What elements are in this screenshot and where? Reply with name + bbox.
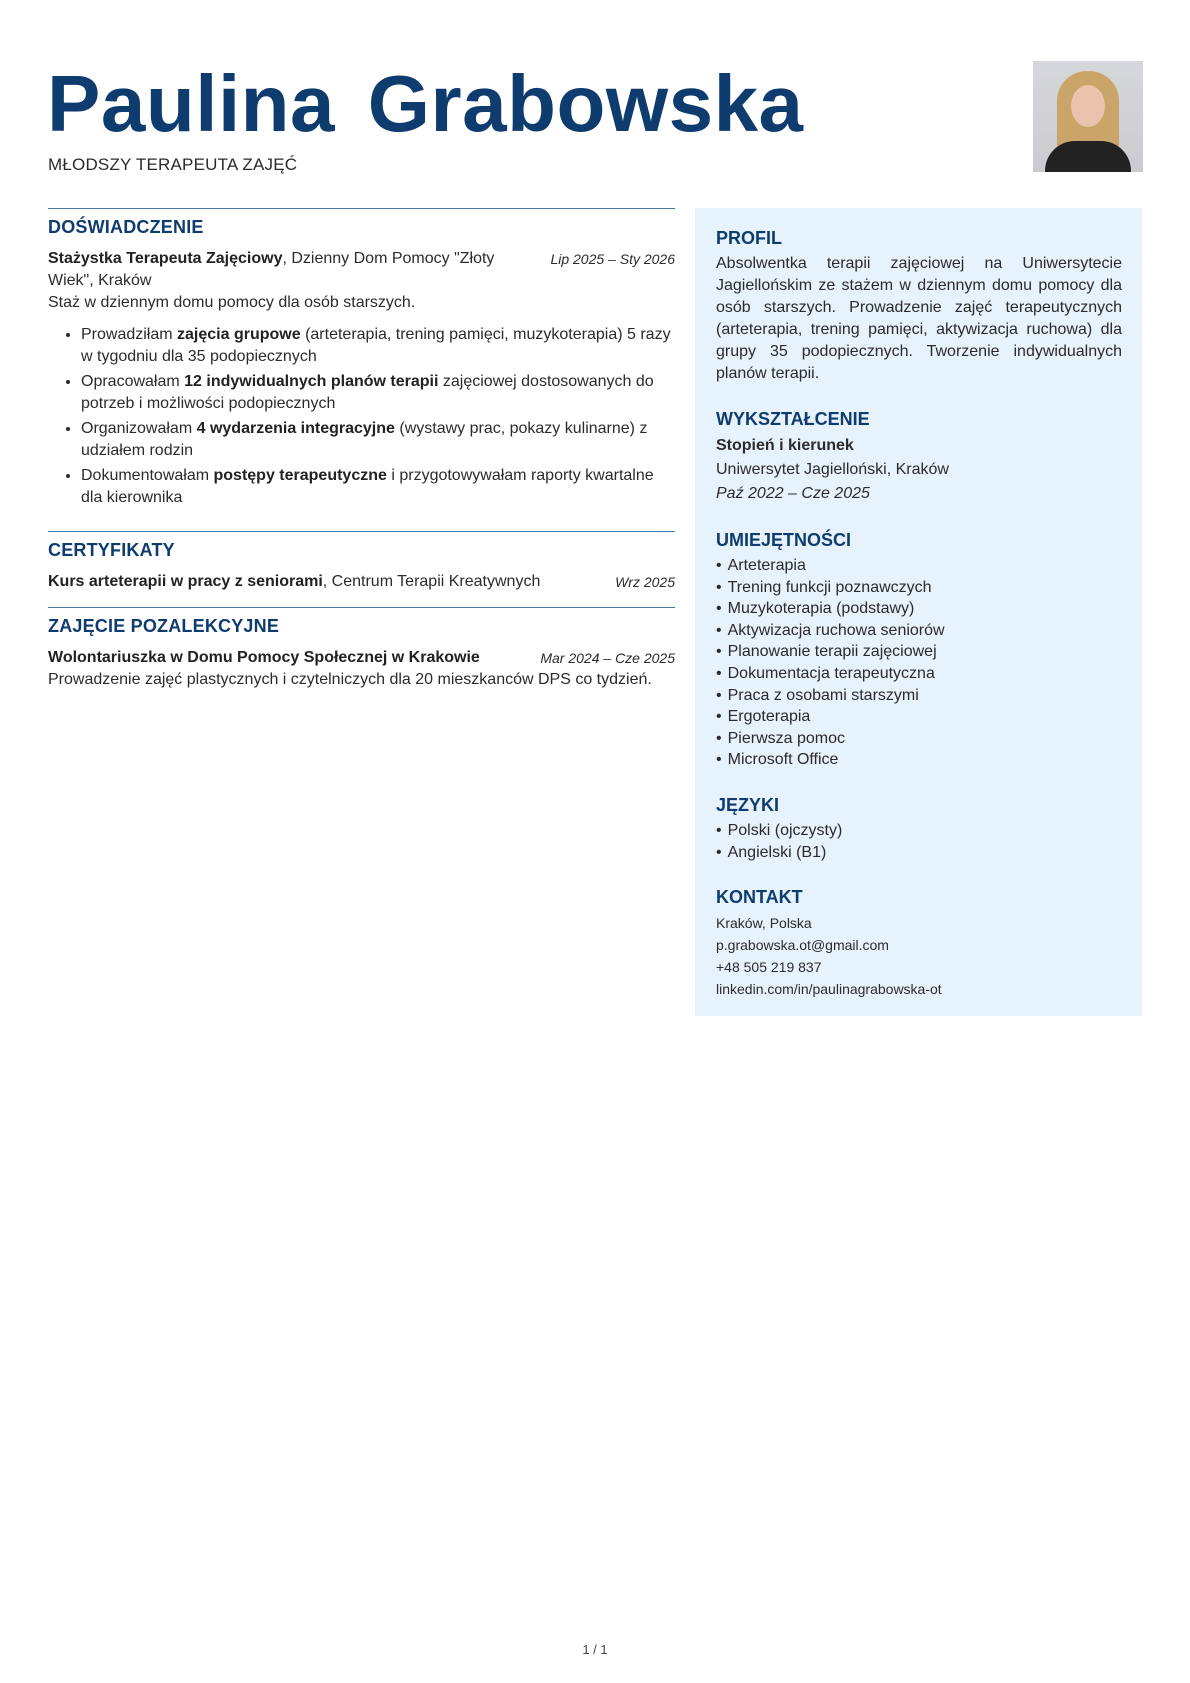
bullet-text: Opracowałam [81, 373, 185, 390]
profile-section [716, 228, 1122, 385]
bullet-text: Organizowałam [81, 420, 197, 437]
skills-list [716, 555, 1122, 771]
certificates-section [48, 531, 675, 593]
experience-section [48, 208, 675, 509]
experience-entry-header [48, 248, 675, 292]
extracurricular-role: Wolontariuszka w Domu Pomocy Społecznej w Krakowie [48, 649, 480, 666]
experience-org: , Dzienny Dom Pomocy "Złoty Wiek", Kraków [48, 250, 495, 289]
certificate-org: , Centrum Terapii Kreatywnych [322, 573, 541, 590]
education-school: Uniwersytet Jagielloński, Kraków [716, 461, 949, 478]
section-title-experience: DOŚWIADCZENIE [48, 217, 204, 237]
photo-face-shape [1071, 85, 1105, 127]
bullet-highlight: postępy terapeutyczne [213, 467, 387, 484]
certificate-date: Wrz 2025 [615, 574, 675, 590]
certificate-name: Kurs arteterapii w pracy z seniorami [48, 573, 323, 590]
bullet-text: Dokumentowałam [81, 467, 214, 484]
profile-text: Absolwentka terapii zajęciowej na Uniwersytecie Jagiellońskim ze stażem w dziennym domu pomocy dla osób starszych. Prowadzenie zajęć terapeutycznych (arteterapia, trening pamięci, aktywizacja ruchowa) dla grupy 35 podopiecznych. Tworzenie indywidualnych planów terapii. [716, 255, 1122, 382]
page-number: 1 / 1 [582, 1642, 608, 1657]
extracurricular-date: Mar 2024 – Cze 2025 [540, 650, 675, 666]
education-degree: Stopień i kierunek [716, 437, 854, 454]
experience-bullet [81, 418, 675, 462]
languages-section [716, 795, 1122, 863]
certificate-entry [48, 571, 675, 593]
language-item: • Polski (ojczysty) [716, 820, 1122, 842]
experience-bullets [48, 324, 675, 509]
skill-item: • Microsoft Office [716, 749, 1122, 771]
job-title: MŁODSZY TERAPEUTA ZAJĘĆ [48, 155, 298, 174]
contact-email[interactable]: p.grabowska.ot@gmail.com [716, 937, 889, 954]
main-column [48, 208, 675, 691]
experience-entry-title [48, 248, 550, 292]
profile-photo [1033, 61, 1143, 172]
bullet-text: zajęciowej dostosowanych do potrzeb i możliwości podopiecznych [81, 373, 654, 412]
section-title-contact: KONTAKT [716, 887, 803, 908]
bullet-text: (arteterapia, trening pamięci, muzykoterapia) 5 razy w tygodniu dla 35 podopiecznych [81, 326, 671, 365]
experience-summary: Staż w dziennym domu pomocy dla osób starszych. [48, 294, 416, 311]
bullet-text: i przygotowywałam raporty kwartalne dla kierownika [81, 467, 654, 506]
certificate-entry-title [48, 571, 615, 593]
skills-section [716, 530, 1122, 771]
skill-item: • Pierwsza pomoc [716, 728, 1122, 750]
section-title-profile: PROFIL [716, 228, 782, 248]
sidebar [695, 208, 1142, 1016]
section-title-education: WYKSZTAŁCENIE [716, 409, 870, 429]
bullet-highlight: 4 wydarzenia integracyjne [196, 420, 395, 437]
photo-body-shape [1045, 141, 1131, 172]
education-date: Paź 2022 – Cze 2025 [716, 485, 870, 502]
experience-bullet [81, 371, 675, 415]
skill-item: • Muzykoterapia (podstawy) [716, 598, 1122, 620]
contact-linkedin[interactable]: linkedin.com/in/paulinagrabowska-ot [716, 981, 942, 998]
experience-bullet [81, 465, 675, 509]
experience-bullet [81, 324, 675, 368]
skill-item: • Ergoterapia [716, 706, 1122, 728]
skill-item: • Praca z osobami starszymi [716, 685, 1122, 707]
section-title-languages: JĘZYKI [716, 794, 780, 815]
contact-section [716, 887, 1122, 1000]
skill-item: • Trening funkcji poznawczych [716, 577, 1122, 599]
contact-phone[interactable]: +48 505 219 837 [716, 959, 822, 976]
skill-item: • Dokumentacja terapeutyczna [716, 663, 1122, 685]
section-title-extracurricular: ZAJĘCIE POZALEKCYJNE [48, 616, 280, 636]
skill-item: • Planowanie terapii zajęciowej [716, 641, 1122, 663]
extracurricular-entry-header [48, 647, 675, 669]
extracurricular-section [48, 607, 675, 691]
section-title-skills: UMIEJĘTNOŚCI [716, 530, 852, 550]
skill-item: • Arteterapia [716, 555, 1122, 577]
candidate-name: Paulina Grabowska [47, 59, 804, 148]
bullet-text: Prowadziłam [81, 326, 178, 343]
experience-role: Stażystka Terapeuta Zajęciowy [48, 250, 283, 267]
extracurricular-entry-title [48, 647, 540, 669]
education-section [716, 409, 1122, 506]
skill-item: • Aktywizacja ruchowa seniorów [716, 620, 1122, 642]
bullet-highlight: 12 indywidualnych planów terapii [184, 373, 439, 390]
languages-list [716, 820, 1122, 863]
bullet-highlight: zajęcia grupowe [177, 326, 301, 343]
section-title-certificates: CERTYFIKATY [48, 540, 175, 560]
language-item: • Angielski (B1) [716, 842, 1122, 864]
experience-date: Lip 2025 – Sty 2026 [550, 251, 675, 267]
bullet-text: (wystawy prac, pokazy kulinarne) z udziałem rodzin [81, 420, 648, 459]
extracurricular-description: Prowadzenie zajęć plastycznych i czytelniczych dla 20 mieszkanców DPS co tydzień. [48, 671, 652, 688]
contact-location: Kraków, Polska [716, 915, 812, 932]
